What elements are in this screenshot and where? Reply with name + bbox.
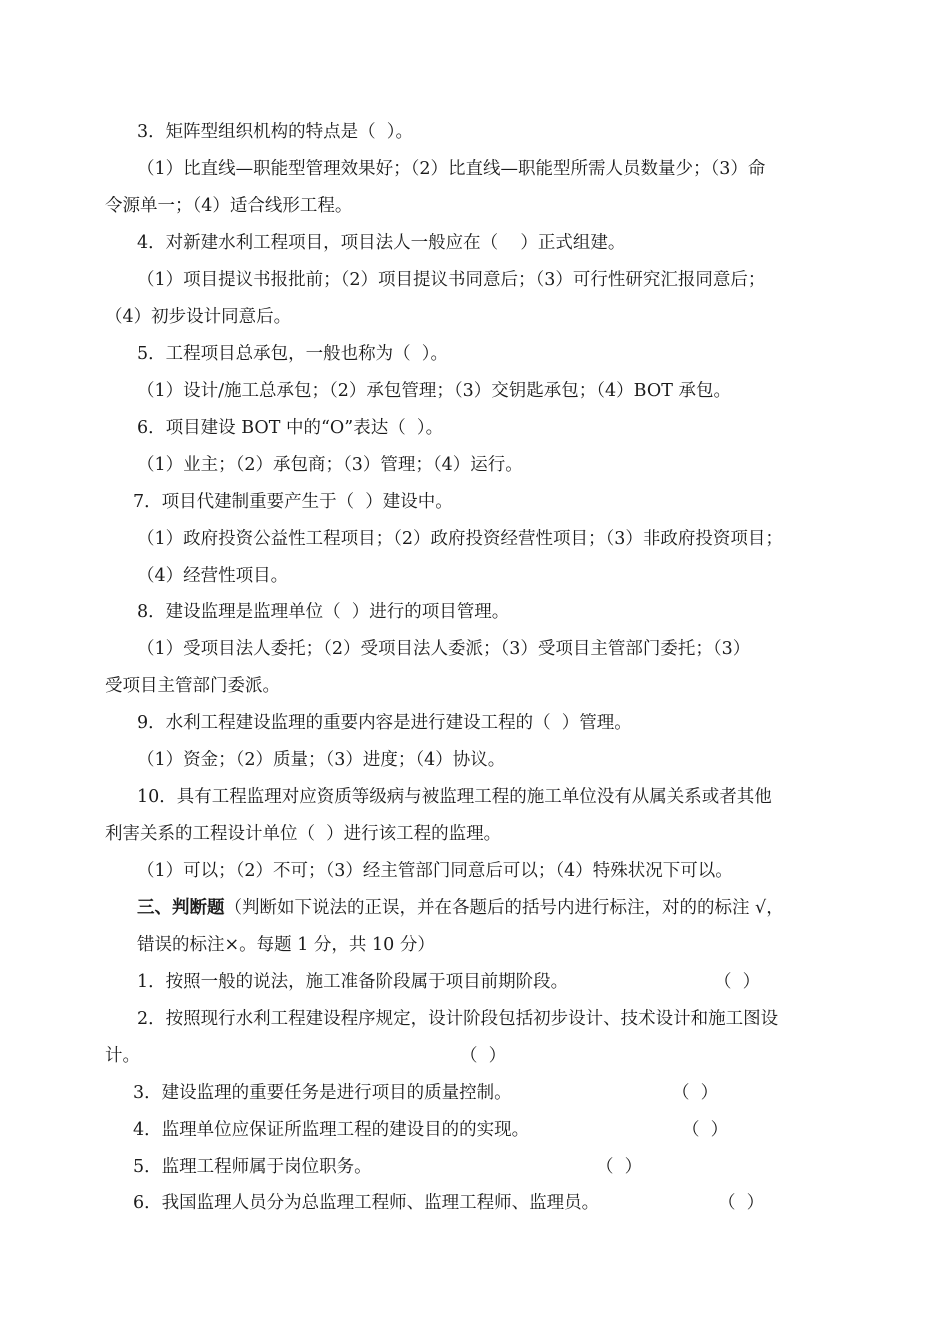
question-5: 5．工程项目总承包，一般也称为（ ）。 xyxy=(137,344,449,364)
judge-item-3: 3．建设监理的重要任务是进行项目的质量控制。 xyxy=(133,1083,512,1103)
section-description-cont: 错误的标注×。每题 1 分，共 10 分） xyxy=(137,935,435,955)
judge-item-2: 2．按照现行水利工程建设程序规定，设计阶段包括初步设计、技术设计和施工图设 xyxy=(137,1009,779,1029)
answer-blank: （ ） xyxy=(460,1046,507,1066)
question-7: 7．项目代建制重要产生于（ ）建设中。 xyxy=(133,492,453,512)
section-heading xyxy=(137,896,784,920)
question-10-options: （1）可以；（2）不可；（3）经主管部门同意后可以；（4）特殊状况下可以。 xyxy=(137,861,733,881)
question-10-cont: 利害关系的工程设计单位（ ）进行该工程的监理。 xyxy=(105,824,502,844)
section-description: （判断如下说法的正误，并在各题后的括号内进行标注，对的的标注 √， xyxy=(224,898,784,918)
question-7-options-cont: （4）经营性项目。 xyxy=(137,566,289,586)
question-3: 3．矩阵型组织机构的特点是（ ）。 xyxy=(137,122,414,142)
question-5-options: （1）设计/施工总承包；（2）承包管理；（3）交钥匙承包；（4）BOT 承包。 xyxy=(137,381,731,401)
judge-item-4: 4．监理单位应保证所监理工程的建设目的的实现。 xyxy=(133,1120,530,1140)
question-4: 4．对新建水利工程项目，项目法人一般应在（ ）正式组建。 xyxy=(137,233,626,253)
question-7-options: （1）政府投资公益性工程项目；（2）政府投资经营性项目；（3）非政府投资项目； xyxy=(137,529,783,549)
question-8-options-cont: 受项目主管部门委派。 xyxy=(105,676,280,696)
question-4-options-cont: （4）初步设计同意后。 xyxy=(105,307,292,327)
judge-item-6: 6．我国监理人员分为总监理工程师、监理工程师、监理员。 xyxy=(133,1193,600,1213)
answer-blank: （ ） xyxy=(714,972,761,992)
judge-item-5: 5．监理工程师属于岗位职务。 xyxy=(133,1157,372,1177)
judge-item-2-cont: 计。 xyxy=(105,1046,140,1066)
question-8-options: （1）受项目法人委托；（2）受项目法人委派；（3）受项目主管部门委托；（3） xyxy=(137,639,751,659)
answer-blank: （ ） xyxy=(672,1083,719,1103)
question-9: 9．水利工程建设监理的重要内容是进行建设工程的（ ）管理。 xyxy=(137,713,632,733)
question-3-options-cont: 令源单一；（4）适合线形工程。 xyxy=(105,196,353,216)
answer-blank: （ ） xyxy=(596,1157,643,1177)
question-3-options: （1）比直线—职能型管理效果好；（2）比直线—职能型所需人员数量少；（3）命 xyxy=(137,159,766,179)
answer-blank: （ ） xyxy=(718,1193,765,1213)
question-6: 6．项目建设 BOT 中的“O”表达（ ）。 xyxy=(137,418,444,438)
answer-blank: （ ） xyxy=(682,1120,729,1140)
section-title: 三、判断题 xyxy=(137,898,225,918)
question-8: 8．建设监理是监理单位（ ）进行的项目管理。 xyxy=(137,602,510,622)
question-10: 10．具有工程监理对应资质等级病与被监理工程的施工单位没有从属关系或者其他 xyxy=(137,787,772,807)
judge-item-1: 1．按照一般的说法，施工准备阶段属于项目前期阶段。 xyxy=(137,972,569,992)
question-4-options: （1）项目提议书报批前；（2）项目提议书同意后；（3）可行性研究汇报同意后； xyxy=(137,270,766,290)
question-9-options: （1）资金；（2）质量；（3）进度；（4）协议。 xyxy=(137,750,506,770)
question-6-options: （1）业主；（2）承包商；（3）管理；（4）运行。 xyxy=(137,455,523,475)
